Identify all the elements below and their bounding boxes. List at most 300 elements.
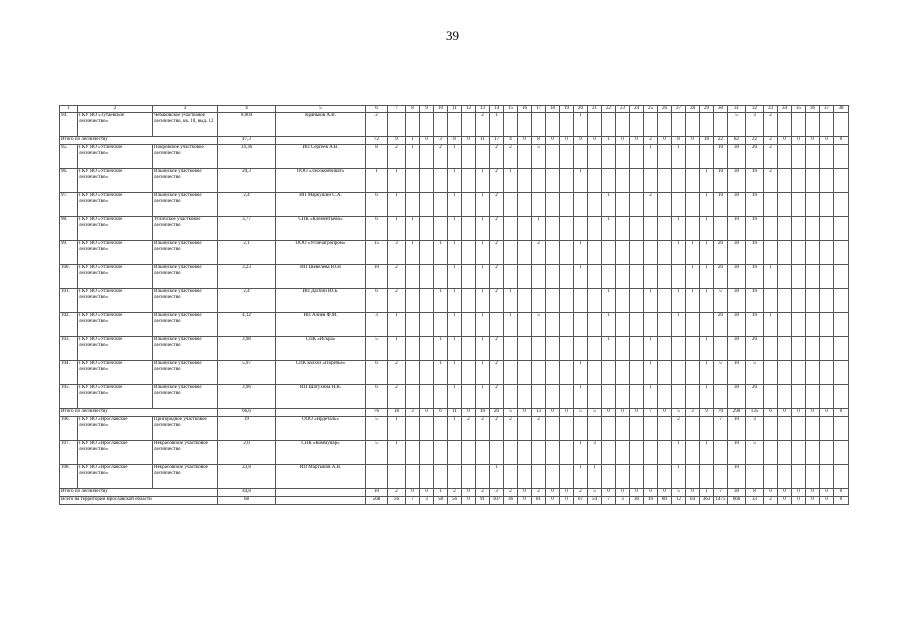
value-cell: 1 bbox=[476, 241, 490, 265]
value-cell bbox=[644, 217, 658, 241]
value-cell: 5 bbox=[532, 145, 546, 169]
value-cell: 2 bbox=[672, 417, 686, 441]
value-cell bbox=[806, 113, 820, 137]
value-cell: 33 bbox=[746, 497, 764, 505]
value-cell bbox=[778, 313, 792, 337]
value-cell bbox=[714, 465, 728, 489]
value-cell: 10 bbox=[714, 193, 728, 217]
value-cell bbox=[532, 113, 546, 137]
value-cell bbox=[420, 385, 434, 409]
value-cell bbox=[686, 441, 700, 465]
value-cell: 0 bbox=[420, 409, 434, 417]
value-cell: 30 bbox=[728, 193, 746, 217]
value-cell bbox=[448, 113, 462, 137]
value-cell: 1 bbox=[406, 145, 420, 169]
tenant-cell: ООО «Ярдеталь» bbox=[276, 417, 366, 441]
tenant-cell: ИП Шевелева Ю.Н bbox=[276, 265, 366, 289]
table-row bbox=[60, 385, 849, 409]
value-cell: 3 bbox=[434, 137, 448, 145]
value-cell bbox=[630, 465, 644, 489]
value-cell bbox=[714, 385, 728, 409]
area-cell: 14,36 bbox=[218, 145, 276, 169]
value-cell bbox=[778, 465, 792, 489]
table-row bbox=[60, 241, 849, 265]
value-cell bbox=[574, 193, 588, 217]
value-cell: 3 bbox=[366, 313, 388, 337]
value-cell: 20 bbox=[746, 337, 764, 361]
value-cell: 3 bbox=[616, 497, 630, 505]
value-cell bbox=[630, 265, 644, 289]
value-cell: 1 bbox=[476, 169, 490, 193]
value-cell bbox=[700, 465, 714, 489]
forestry-cell: Ильинское участковое лесничество bbox=[153, 385, 218, 409]
value-cell: 1 bbox=[434, 361, 448, 385]
value-cell: 5 bbox=[574, 409, 588, 417]
value-cell bbox=[420, 193, 434, 217]
header-cell: 28 bbox=[686, 106, 700, 113]
value-cell: 2 bbox=[388, 265, 406, 289]
organization-cell: ГКУ ЯО «Угличское лесничество» bbox=[78, 313, 153, 337]
value-cell: 0 bbox=[546, 497, 560, 505]
forestry-cell: Ильинское участковое лесничество bbox=[153, 265, 218, 289]
value-cell bbox=[616, 337, 630, 361]
value-cell: 2 bbox=[532, 241, 546, 265]
forestry-cell: Ильинское участковое лесничество bbox=[153, 241, 218, 265]
value-cell: 0 bbox=[602, 489, 616, 497]
value-cell bbox=[420, 337, 434, 361]
total-label-cell: Итого по лесничеству bbox=[60, 409, 218, 417]
value-cell: 1 bbox=[448, 145, 462, 169]
value-cell: 2 bbox=[490, 265, 504, 289]
value-cell bbox=[560, 217, 574, 241]
value-cell: 7 bbox=[714, 417, 728, 441]
value-cell bbox=[518, 361, 532, 385]
value-cell: 0 bbox=[630, 137, 644, 145]
value-cell: 7 bbox=[406, 497, 420, 505]
value-cell: 0 bbox=[792, 489, 806, 497]
value-cell bbox=[806, 145, 820, 169]
value-cell bbox=[630, 313, 644, 337]
value-cell bbox=[778, 265, 792, 289]
value-cell: 18 bbox=[700, 137, 714, 145]
value-cell: 1 bbox=[448, 385, 462, 409]
value-cell: 2 bbox=[764, 145, 778, 169]
value-cell bbox=[630, 113, 644, 137]
value-cell bbox=[806, 441, 820, 465]
header-cell: 11 bbox=[448, 106, 462, 113]
header-cell: 34 bbox=[778, 106, 792, 113]
header-cell: 9 bbox=[420, 106, 434, 113]
value-cell: 2 bbox=[388, 361, 406, 385]
value-cell bbox=[658, 169, 672, 193]
value-cell bbox=[448, 465, 462, 489]
value-cell bbox=[616, 265, 630, 289]
value-cell bbox=[658, 193, 672, 217]
value-cell bbox=[714, 113, 728, 137]
value-cell bbox=[574, 337, 588, 361]
value-cell: 8 bbox=[746, 489, 764, 497]
value-cell: 6 bbox=[366, 361, 388, 385]
value-cell: 1 bbox=[388, 337, 406, 361]
value-cell: 1 bbox=[448, 217, 462, 241]
value-cell bbox=[778, 441, 792, 465]
header-cell: 30 bbox=[714, 106, 728, 113]
value-cell bbox=[406, 265, 420, 289]
value-cell: 0 bbox=[518, 409, 532, 417]
value-cell bbox=[420, 313, 434, 337]
value-cell: 1 bbox=[672, 145, 686, 169]
value-cell bbox=[420, 417, 434, 441]
value-cell bbox=[588, 193, 602, 217]
header-cell: 14 bbox=[490, 106, 504, 113]
value-cell: 30 bbox=[728, 313, 746, 337]
value-cell bbox=[834, 169, 849, 193]
value-cell bbox=[834, 113, 849, 137]
forestry-cell: Чебаковское участковое лесничество, кв. 10, выд. 12 bbox=[153, 113, 218, 137]
value-cell: 11 bbox=[476, 137, 490, 145]
value-cell bbox=[834, 217, 849, 241]
value-cell: 10 bbox=[746, 265, 764, 289]
value-cell: 7 bbox=[602, 497, 616, 505]
value-cell bbox=[686, 417, 700, 441]
value-cell: 1 bbox=[406, 137, 420, 145]
row-number-cell: 99. bbox=[60, 241, 78, 265]
value-cell: 1 bbox=[476, 337, 490, 361]
value-cell: 1 bbox=[388, 169, 406, 193]
value-cell: 0 bbox=[420, 489, 434, 497]
value-cell: 1 bbox=[476, 265, 490, 289]
value-cell bbox=[490, 441, 504, 465]
value-cell: 107 bbox=[490, 497, 504, 505]
value-cell bbox=[686, 313, 700, 337]
value-cell: 30 bbox=[728, 265, 746, 289]
value-cell bbox=[686, 145, 700, 169]
tenant-cell: ООО «Угличагропром» bbox=[276, 241, 366, 265]
value-cell bbox=[588, 265, 602, 289]
value-cell bbox=[574, 289, 588, 313]
value-cell bbox=[602, 265, 616, 289]
value-cell: 0 bbox=[792, 409, 806, 417]
value-cell bbox=[820, 313, 834, 337]
value-cell bbox=[546, 385, 560, 409]
table-row bbox=[60, 193, 849, 217]
value-cell bbox=[462, 441, 476, 465]
value-cell bbox=[518, 465, 532, 489]
value-cell bbox=[806, 265, 820, 289]
value-cell: 82 bbox=[728, 137, 746, 145]
value-cell: 20 bbox=[746, 145, 764, 169]
value-cell: 10 bbox=[728, 417, 746, 441]
value-cell: 2 bbox=[448, 489, 462, 497]
value-cell bbox=[462, 217, 476, 241]
value-cell: 666 bbox=[728, 497, 746, 505]
value-cell: 1 bbox=[388, 217, 406, 241]
value-cell bbox=[448, 441, 462, 465]
value-cell: 10 bbox=[366, 265, 388, 289]
forestry-cell: Пригородное участковое лесничество bbox=[153, 417, 218, 441]
value-cell: 1 bbox=[602, 193, 616, 217]
header-cell: 32 bbox=[746, 106, 764, 113]
value-cell bbox=[518, 241, 532, 265]
table-row bbox=[60, 337, 849, 361]
value-cell: 1 bbox=[476, 361, 490, 385]
header-cell: 6 bbox=[366, 106, 388, 113]
value-cell: 1 bbox=[448, 265, 462, 289]
value-cell: 0 bbox=[518, 489, 532, 497]
value-cell: 1 bbox=[700, 489, 714, 497]
value-cell bbox=[630, 441, 644, 465]
value-cell: 30 bbox=[728, 241, 746, 265]
value-cell bbox=[518, 385, 532, 409]
value-cell: 22 bbox=[746, 137, 764, 145]
value-cell bbox=[714, 441, 728, 465]
value-cell: 10 bbox=[746, 217, 764, 241]
value-cell bbox=[462, 241, 476, 265]
row-number-cell: 107. bbox=[60, 441, 78, 465]
value-cell: 91 bbox=[476, 497, 490, 505]
value-cell bbox=[834, 241, 849, 265]
header-cell: 35 bbox=[792, 106, 806, 113]
value-cell: 10 bbox=[644, 497, 658, 505]
value-cell: 0 bbox=[778, 489, 792, 497]
value-cell: 0 bbox=[518, 497, 532, 505]
value-cell: 1 bbox=[602, 313, 616, 337]
value-cell bbox=[616, 169, 630, 193]
table-row bbox=[60, 169, 849, 193]
table-row bbox=[60, 361, 849, 385]
value-cell bbox=[504, 385, 518, 409]
value-cell bbox=[792, 361, 806, 385]
tenant-cell: СПК «Искра» bbox=[276, 337, 366, 361]
area-cell: 2,4 bbox=[218, 289, 276, 313]
value-cell: 11 bbox=[448, 409, 462, 417]
value-cell: 2 bbox=[476, 417, 490, 441]
total-label-cell: Всего на территории Ярославской области bbox=[60, 497, 218, 505]
value-cell: 1 bbox=[574, 441, 588, 465]
value-cell: 0 bbox=[806, 137, 820, 145]
value-cell bbox=[616, 385, 630, 409]
value-cell: 3 bbox=[388, 241, 406, 265]
value-cell: 1 bbox=[448, 417, 462, 441]
value-cell bbox=[546, 337, 560, 361]
value-cell bbox=[462, 193, 476, 217]
value-cell: 1 bbox=[700, 289, 714, 313]
value-cell: 20 bbox=[490, 409, 504, 417]
value-cell bbox=[462, 145, 476, 169]
value-cell bbox=[658, 465, 672, 489]
area-cell: 3,98 bbox=[218, 337, 276, 361]
value-cell bbox=[746, 465, 764, 489]
value-cell: 5 bbox=[504, 409, 518, 417]
value-cell bbox=[406, 417, 420, 441]
value-cell: 5 bbox=[588, 489, 602, 497]
value-cell: 5 bbox=[588, 409, 602, 417]
value-cell bbox=[532, 441, 546, 465]
table-row bbox=[60, 217, 849, 241]
value-cell: 2 bbox=[764, 113, 778, 137]
value-cell: 1 bbox=[574, 465, 588, 489]
table-row bbox=[60, 289, 849, 313]
value-cell bbox=[616, 441, 630, 465]
value-cell: 1 bbox=[476, 217, 490, 241]
value-cell bbox=[778, 113, 792, 137]
value-cell bbox=[834, 289, 849, 313]
value-cell: 0 bbox=[820, 137, 834, 145]
value-cell: 135 bbox=[746, 409, 764, 417]
value-cell bbox=[560, 337, 574, 361]
value-cell: 8 bbox=[448, 137, 462, 145]
value-cell bbox=[490, 313, 504, 337]
header-cell: 33 bbox=[764, 106, 778, 113]
value-cell: 1 bbox=[504, 313, 518, 337]
value-cell bbox=[420, 441, 434, 465]
value-cell: 2 bbox=[490, 361, 504, 385]
area-cell: 0,004 bbox=[218, 113, 276, 137]
value-cell: 5 bbox=[746, 361, 764, 385]
header-cell: 36 bbox=[806, 106, 820, 113]
header-cell: 24 bbox=[630, 106, 644, 113]
value-cell bbox=[546, 361, 560, 385]
header-cell: 17 bbox=[532, 106, 546, 113]
value-cell: 20 bbox=[714, 241, 728, 265]
row-number-cell: 105. bbox=[60, 385, 78, 409]
value-cell bbox=[602, 441, 616, 465]
value-cell bbox=[434, 417, 448, 441]
value-cell: 2 bbox=[366, 113, 388, 137]
value-cell bbox=[778, 217, 792, 241]
value-cell bbox=[658, 441, 672, 465]
value-cell: 0 bbox=[560, 489, 574, 497]
value-cell bbox=[434, 313, 448, 337]
value-cell bbox=[532, 289, 546, 313]
organization-cell: ГКУ ЯО «Ярославское лесничество» bbox=[78, 441, 153, 465]
value-cell: 0 bbox=[834, 409, 849, 417]
organization-cell: ГКУ ЯО «Угличское лесничество» bbox=[78, 169, 153, 193]
value-cell bbox=[658, 241, 672, 265]
value-cell bbox=[658, 313, 672, 337]
value-cell: 15 bbox=[366, 241, 388, 265]
value-cell bbox=[546, 241, 560, 265]
value-cell bbox=[406, 361, 420, 385]
value-cell: 36 bbox=[504, 497, 518, 505]
value-cell: 5 bbox=[672, 489, 686, 497]
area-cell: 3,96 bbox=[218, 385, 276, 409]
value-cell: 1 bbox=[504, 169, 518, 193]
value-cell bbox=[700, 417, 714, 441]
value-cell: 0 bbox=[806, 409, 820, 417]
value-cell: 1 bbox=[672, 465, 686, 489]
value-cell: 1 bbox=[448, 361, 462, 385]
value-cell bbox=[806, 313, 820, 337]
value-cell bbox=[658, 265, 672, 289]
value-cell: 0 bbox=[630, 489, 644, 497]
area-cell: 5,97 bbox=[218, 361, 276, 385]
value-cell: 10 bbox=[476, 409, 490, 417]
area-cell: 3,23 bbox=[218, 265, 276, 289]
value-cell: 1 bbox=[434, 337, 448, 361]
value-cell: 0 bbox=[462, 497, 476, 505]
value-cell bbox=[616, 289, 630, 313]
value-cell: 1 bbox=[700, 337, 714, 361]
value-cell: 1 bbox=[644, 337, 658, 361]
value-cell: 1 bbox=[672, 241, 686, 265]
value-cell bbox=[686, 169, 700, 193]
row-number-cell: 104. bbox=[60, 361, 78, 385]
value-cell: 2 bbox=[490, 337, 504, 361]
value-cell bbox=[406, 337, 420, 361]
value-cell: 0 bbox=[588, 137, 602, 145]
value-cell: 6 bbox=[366, 385, 388, 409]
value-cell bbox=[672, 193, 686, 217]
value-cell bbox=[700, 113, 714, 137]
value-cell bbox=[504, 361, 518, 385]
value-cell: 1 bbox=[574, 113, 588, 137]
value-cell: 1 bbox=[574, 385, 588, 409]
tenant-cell: ИП Алиев Ф.М. bbox=[276, 313, 366, 337]
value-cell bbox=[504, 465, 518, 489]
value-cell: 1 bbox=[574, 169, 588, 193]
value-cell bbox=[820, 441, 834, 465]
value-cell bbox=[792, 417, 806, 441]
table-row bbox=[60, 145, 849, 169]
value-cell: 70 bbox=[714, 409, 728, 417]
value-cell: 17 bbox=[490, 137, 504, 145]
value-cell bbox=[764, 289, 778, 313]
value-cell: 2 bbox=[388, 489, 406, 497]
value-cell bbox=[792, 113, 806, 137]
value-cell: 1 bbox=[476, 289, 490, 313]
value-cell bbox=[532, 385, 546, 409]
value-cell bbox=[504, 441, 518, 465]
value-cell bbox=[630, 241, 644, 265]
row-number-cell: 95. bbox=[60, 145, 78, 169]
value-cell bbox=[546, 465, 560, 489]
value-cell: 36 bbox=[630, 497, 644, 505]
value-cell bbox=[700, 145, 714, 169]
value-cell: 2 bbox=[764, 137, 778, 145]
value-cell bbox=[834, 361, 849, 385]
value-cell bbox=[518, 417, 532, 441]
value-cell bbox=[532, 193, 546, 217]
value-cell bbox=[764, 441, 778, 465]
value-cell: 3 bbox=[746, 113, 764, 137]
value-cell bbox=[602, 145, 616, 169]
value-cell: 0 bbox=[820, 409, 834, 417]
value-cell: 1 bbox=[476, 385, 490, 409]
value-cell: 10 bbox=[714, 169, 728, 193]
value-cell bbox=[778, 289, 792, 313]
value-cell bbox=[602, 361, 616, 385]
value-cell: 1 bbox=[602, 289, 616, 313]
value-cell bbox=[406, 169, 420, 193]
value-cell bbox=[588, 417, 602, 441]
tenant-cell: ИП Дасбин Ю.Б. bbox=[276, 289, 366, 313]
header-row bbox=[60, 106, 849, 113]
value-cell bbox=[462, 465, 476, 489]
header-cell: 22 bbox=[602, 106, 616, 113]
value-cell bbox=[764, 193, 778, 217]
value-cell: 1 bbox=[602, 137, 616, 145]
value-cell bbox=[820, 361, 834, 385]
value-cell bbox=[560, 169, 574, 193]
value-cell bbox=[672, 361, 686, 385]
forestry-cell: Ильинское участковое лесничество bbox=[153, 313, 218, 337]
value-cell: 0 bbox=[778, 137, 792, 145]
value-cell: 0 bbox=[658, 489, 672, 497]
value-cell: 0 bbox=[420, 137, 434, 145]
value-cell: 0 bbox=[518, 137, 532, 145]
value-cell bbox=[806, 417, 820, 441]
